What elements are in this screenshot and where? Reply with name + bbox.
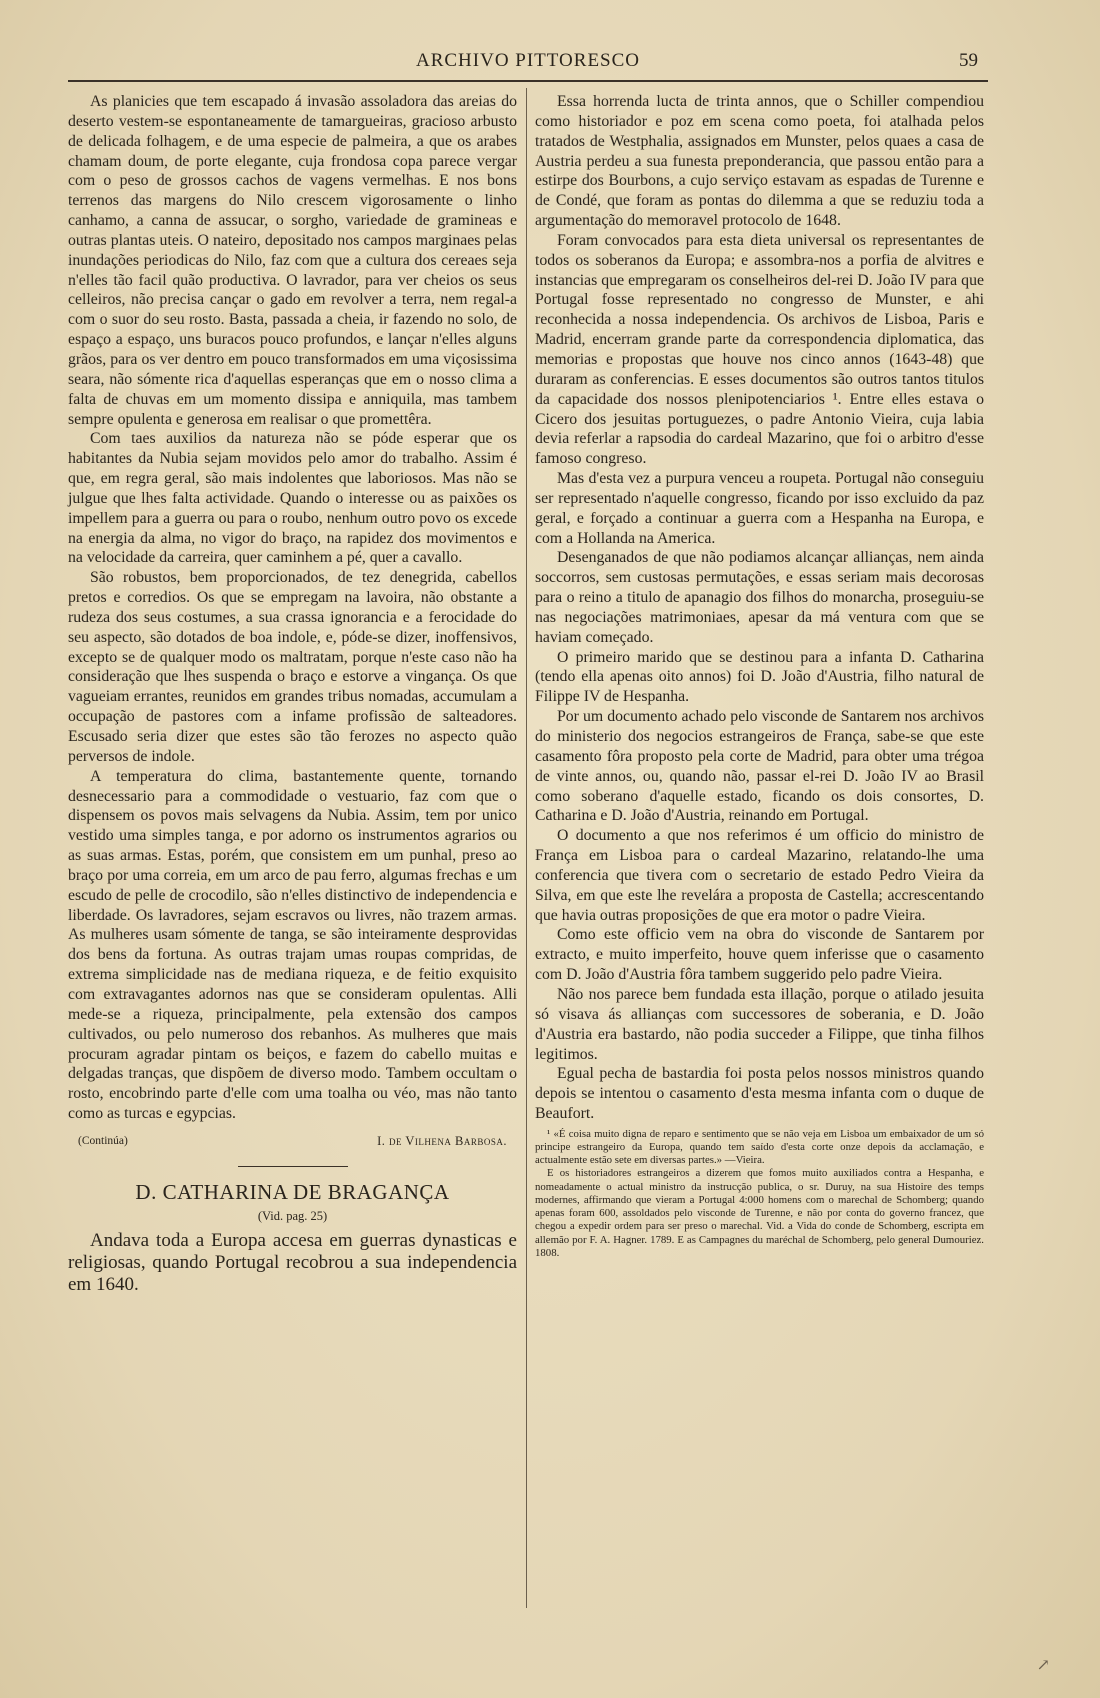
paragraph: Com taes auxilios da natureza não se póde esperar que os habitantes da Nubia sejam movidos pelo amor do trabalho. Assim é que, em regra geral, são mais indolentes que laboriosos. Mas não se julgue que lhes falta actividade. Quando o interesse ou as paixões os impellem para a guerra ou para o roubo, nenhum outro povo os excede na energia da alma, no vigor do braço, na rapidez dos movimentos e na velocidade da carreira, quer caminhem a pé, quer a cavallo.	[68, 430, 517, 567]
running-header	[68, 50, 988, 82]
article-separator	[238, 1166, 348, 1167]
continua-label: (Continúa)	[78, 1134, 128, 1147]
column-divider	[526, 88, 527, 1608]
article-lead: Andava toda a Europa accesa em guerras dynasticas e religiosas, quando Portugal recobrou a sua independencia em 1640.	[68, 1230, 517, 1296]
signature-row	[68, 1132, 517, 1152]
right-column	[535, 92, 984, 1260]
header-title: ARCHIVO PITTORESCO	[415, 50, 641, 71]
paragraph: A temperatura do clima, bastantemente quente, tornando desnecessario para a commodidade o vestuario, faz com que o dispensem os povos mais selvagens da Nubia. Assim, tem por unico vestido uma simples tanga, e por adorno os instrumentos agrarios ou as suas armas. Estas, porém, que consistem em um punhal, preso ao braço por uma correia, em um arco de pau ferro, algumas frechas e um escudo de pelle de crocodilo, são n'elles distinctivo de independencia e liberdade. Os lavradores, sejam escravos ou livres, não trazem armas. As mulheres usam sómente de tanga, se são inteiramente desprovidas dos bens da fortuna. As outras trajam umas roupas compridas, de extrema simplicidade nas de mediana riqueza, e de feitio exquisito com extravagantes adornos nas que se consideram opulentas. Alli mede-se a riqueza, principalmente, pela extensão dos campos cultivados, ou pelo numeroso dos rebanhos. As mulheres que mais procuram agradar pintam os beiços, e fazem do cabello muitas e delgadas tranças, que dispõem de diverso modo. Tambem occultam o rosto, encobrindo parte d'elle com uma toalha ou véo, mas não tanto como as turcas e egypcias.	[68, 767, 517, 1123]
paragraph: São robustos, bem proporcionados, de tez denegrida, cabellos pretos e corredios. Os que se empregam na lavoira, não obstante a rudeza dos seus costumes, a sua crassa ignorancia e a ferocidade do seu aspecto, são dotados de boa indole, e, póde-se dizer, inoffensivos, excepto se de qualquer modo os maltratam, porque n'este caso não ha consideração que lhes suspenda o braço e estorve a vingança. Os que vagueiam errantes, reunidos em grandes tribus nomadas, accumulam a occupação de pastores com a infame profissão de salteadores. Escusado seria dizer que estes são tão ferozes no aspecto quão perversos de indole.	[68, 569, 517, 765]
footnote: ¹ «É coisa muito digna de reparo e sentimento que se não veja em Lisboa um embaixador de um só principe estrangeiro da Europa, quando tem saído d'esta corte onze depois da acclamação, e actualmente estão sete em diversas partes.» —Vieira.	[535, 1127, 984, 1167]
paragraph: Mas d'esta vez a purpura venceu a roupeta. Portugal não conseguiu ser representado n'aquelle congresso, ficando por isso excluido da paz geral, e forçado a continuar a guerra com a Hespanha na Europa, e com a Hollanda na America.	[535, 470, 984, 547]
paragraph: O primeiro marido que se destinou para a infanta D. Catharina (tendo ella apenas oito annos) foi D. João d'Austria, filho natural de Filippe IV de Hespanha.	[535, 648, 984, 706]
paragraph: Egual pecha de bastardia foi posta pelos nossos ministros quando depois se intentou o casamento d'esta mesma infanta com o duque de Beaufort.	[535, 1065, 984, 1123]
paragraph: Foram convocados para esta dieta universal os representantes de todos os soberanos da Europa; e assombra-nos a porfia de alvitres e instancias que empregaram os conselheiros del-rei D. João IV para que Portugal fosse representado no congresso de Munster, e ahi reconhecida a nossa independencia. Os archivos de Lisboa, Paris e Madrid, encerram grande parte da correspondencia diplomatica, das memorias e propostas que houve nos cinco annos (1643-48) que duraram as conferencias. E esses documentos são outros tantos titulos da capacidade dos nossos plenipotenciarios ¹. Entre elles estava o Cicero dos jesuitas portuguezes, o padre Antonio Vieira, cuja labia devia referlar a rapsodia do cardeal Mazarino, que foi o arbitro d'esse famoso congreso.	[535, 231, 984, 468]
paragraph: Como este officio vem na obra do visconde de Santarem por extracto, e muito imperfeito, houve quem inferisse que o casamento com D. João d'Austria fôra tambem suggerido pelo padre Vieira.	[535, 926, 984, 984]
footnote: E os historiadores estrangeiros a dizerem que fomos muito auxiliados contra a Hespanha, e nomeadamente o actual ministro da instrucção publica, o sr. Duruy, na sua Histoire des temps modernes, affirmando que vieram a Portugal 4:000 homens com o marechal de Schomberg; quando apenas foram 600, assoldados pelo visconde de Turenne, e não por conta do governo francez, que chegou a expedir ordem para ser preso o marechal. Vid. a Vida do conde de Schomberg, escripta em allemão por F. A. Hagner. 1789. E as Campagnes du maréchal de Schomberg, pelo general Dumouriez. 1808.	[535, 1167, 984, 1259]
paragraph: Desenganados de que não podiamos alcançar allianças, nem ainda soccorros, sem custosas permutações, e essas seriam mais decorosas para o reino a titulo de apanagio dos filhos do monarcha, proseguiu-se nas negociações matrimoniaes, apesar da má ventura com que se haviam começado.	[535, 549, 984, 646]
paragraph: O documento a que nos referimos é um officio do ministro de França em Lisboa para o cardeal Mazarino, relatando-lhe uma conferencia que tivera com o secretario de estado Pedro Vieira da Silva, em que este lhe revelára a proposta de Castella; accrescentando que havia outras proposições de que era motor o padre Vieira.	[535, 827, 984, 924]
corner-mark: ↗	[1036, 1655, 1050, 1674]
footnotes	[535, 1128, 984, 1260]
article-title: D. CATHARINA DE BRAGANÇA	[135, 1179, 450, 1204]
paragraph: Por um documento achado pelo visconde de Santarem nos archivos do ministerio dos negocios estrangeiros de França, sabe-se que este casamento fôra proposto pela corte de Madrid, para obter uma trégoa de vinte annos, ou, quando não, passar el-rei D. João IV ao Brasil como soberano d'aquelle estado, ficando os dois consortes, D. Catharina e D. João d'Austria, reinando em Portugal.	[535, 708, 984, 825]
paragraph: Essa horrenda lucta de trinta annos, que o Schiller compendiou como historiador e poz em scena como poeta, foi atalhada pelos tratados de Westphalia, assignados em Munster, pelos quaes a casa de Austria perdeu a sua funesta preponderancia, que passou então para a estirpe dos Bourbons, a cujo serviço estavam as espadas de Turenne e de Condé, que foram as pontas do dilemma a que se reduziu toda a argumentação do memoravel protocolo de 1648.	[535, 93, 984, 230]
header-rule	[68, 80, 988, 82]
paragraph: As planicies que tem escapado á invasão assoladora das areias do deserto vestem-se espontaneamente de tamargueiras, gracioso arbusto de delicada folhagem, e de uma especie de palmeira, a que os arabes chamam doum, de porte elegante, cuja frondosa copa parece vergar com o peso de grossos cachos de vagens vermelhas. E nos bons terrenos das margens do Nilo crescem vigorosamente o linho canhamo, a canna de assucar, o sorgho, variedade de gramineas e outras plantas uteis. O nateiro, depositado nos campos marginaes pelas inundações periodicas do Nilo, faz com que a cultura dos cereaes seja n'elles tão facil quão productiva. O lavrador, para ver cheios os seus celleiros, não precisa cançar o gado em revolver a terra, nem regal-a com o suor do seu rosto. Basta, passada a cheia, ir fazendo no solo, de espaço a espaço, uns buracos pouco profundos, e lançar n'elles alguns grãos, para os ver dentro em pouco transformados em uma viçosissima seara, não sómente rica d'aquellas esperanças que em o nosso clima a falta de chuvas em um momento dissipa e anniquila, mas tambem sempre opulenta e generosa em realisar o que promettêra.	[68, 93, 517, 428]
page-number: 59	[959, 50, 978, 71]
article-reference: (Vid. pag. 25)	[257, 1208, 328, 1223]
author-signature: I. de Vilhena Barbosa.	[377, 1133, 507, 1148]
left-column	[68, 92, 517, 1296]
paragraph: Não nos parece bem fundada esta illação, porque o atilado jesuita só visava ás allianças com successores de soberania, e D. João d'Austria era bastardo, não podia succeder a Filippe, que tinha filhos legitimos.	[535, 985, 984, 1063]
